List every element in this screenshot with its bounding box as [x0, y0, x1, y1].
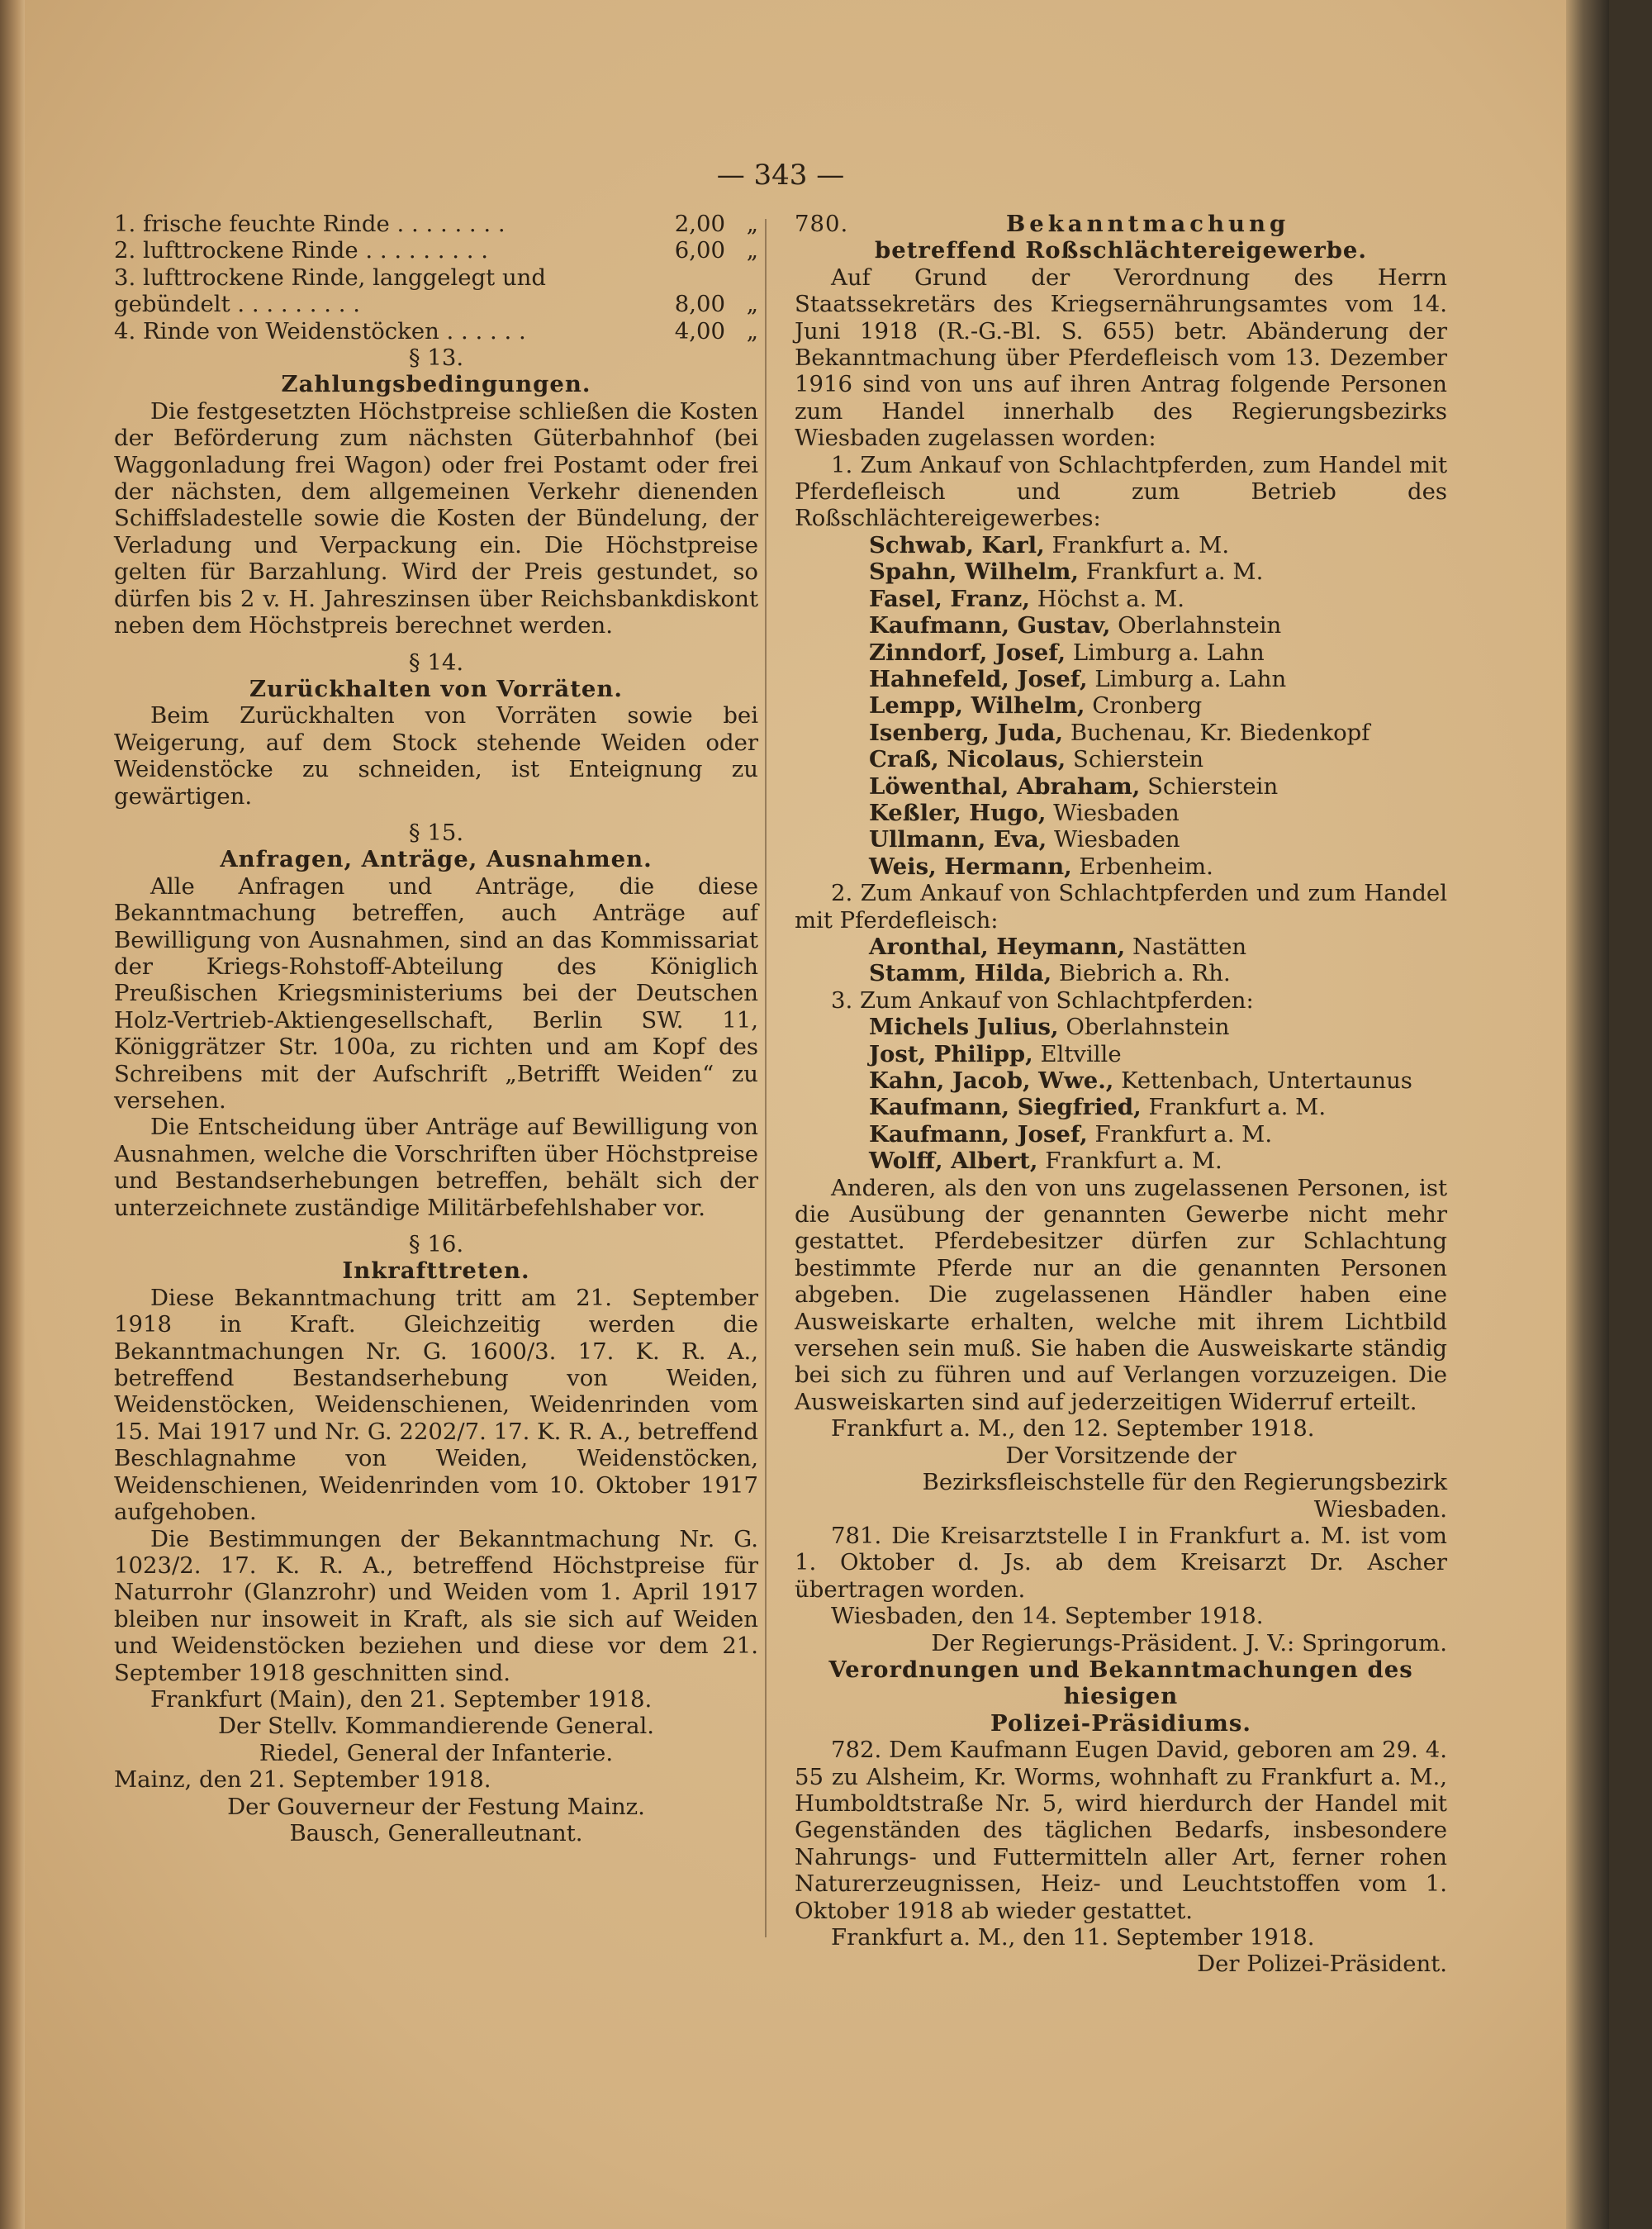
price-unit: „ — [746, 211, 758, 237]
list-item: Kaufmann, Josef, Frankfurt a. M. — [869, 1120, 1273, 1148]
list-heading: 2. Zum Ankauf von Schlachtpferden und zum Handel mit Pferdefleisch: — [795, 880, 1447, 934]
right-column — [795, 211, 1447, 1978]
list-item: Fasel, Franz, Höchst a. M. — [869, 585, 1185, 612]
paragraph: Die festgesetzten Höchstpreise schließen die Kosten der Beförderung zum nächsten Güterbahnhof (bei Waggonladung frei Wagon) oder frei Postamt oder frei der nächsten, dem allgemeinen Verkehr dienenden Schiffsladestelle sowie die Kosten der Bündelung, der Verladung und Verpackung ein. Die Höchstpreise gelten für Barzahlung. Wird der Preis gestundet, so dürfen bis 2 v. H. Jahreszinsen über Reichsbankdiskont neben dem Höchstpreis berechnet werden. — [114, 397, 758, 639]
price-unit: „ — [746, 317, 758, 345]
list-item: Ullmann, Eva, Wiesbaden — [869, 826, 1180, 853]
price-row — [114, 318, 758, 345]
price-table — [114, 211, 758, 345]
list-item: Michels Julius, Oberlahnstein — [869, 1014, 1230, 1041]
signature-name: Bausch, Generalleutnant. — [289, 1819, 583, 1846]
place-date: Frankfurt a. M., den 11. September 1918. — [831, 1924, 1315, 1951]
list-item: Aronthal, Heymann, Nastätten — [869, 933, 1247, 960]
list-item: Keßler, Hugo, Wiesbaden — [869, 799, 1180, 826]
price-label: 1. frische feuchte Rinde . . . . . . . . — [114, 211, 506, 237]
place-date: Frankfurt (Main), den 21. September 1918. — [150, 1685, 653, 1713]
section-title: Anfragen, Anträge, Ausnahmen. — [220, 846, 653, 873]
list-item: Stamm, Hilda, Biebrich a. Rh. — [869, 960, 1231, 987]
list-item: Kahn, Jacob, Wwe., Kettenbach, Untertaunus — [869, 1067, 1412, 1094]
person-list-1 — [869, 532, 1447, 880]
price-value: 2,00 — [674, 211, 725, 237]
signature: Der Regierungs-Präsident. J. V.: Springorum. — [931, 1629, 1447, 1656]
notice-subtitle: betreffend Roßschlächtereigewerbe. — [875, 237, 1367, 264]
section-title: Polizei-Präsidiums. — [990, 1709, 1251, 1737]
price-label: 2. lufttrockene Rinde . . . . . . . . . — [114, 237, 488, 264]
list-item: Jost, Philipp, Eltville — [869, 1040, 1122, 1067]
list-item: Zinndorf, Josef, Limburg a. Lahn — [869, 639, 1265, 666]
signature: Der Polizei-Präsident. — [1197, 1951, 1447, 1978]
section-number: § 16. — [408, 1231, 464, 1258]
column-rule — [765, 219, 767, 1937]
price-row — [114, 264, 758, 318]
section-title: Verordnungen und Bekanntmachungen des hiesigen — [828, 1656, 1413, 1710]
person-list-3 — [869, 1014, 1447, 1174]
paragraph: Diese Bekanntmachung tritt am 21. September 1918 in Kraft. Gleichzeitig werden die Bekanntmachungen Nr. G. 1600/3. 17. K. R. A., betreffend Bestandserhebung von Weiden, Weidenstöcken, Weidenschienen, Weidenrinden vom 15. Mai 1917 und Nr. G. 2202/7. 17. K. R. A., betreffend Beschlagnahme von Weiden, Weidenstöcken, Weidenschienen, Weidenrinden vom 10. Oktober 1917 aufgehoben. — [114, 1284, 758, 1526]
signature-title: Der Stellv. Kommandierende General. — [217, 1713, 655, 1740]
price-row — [114, 237, 758, 264]
section-number: § 15. — [408, 819, 464, 846]
notice-number: 780. — [795, 211, 849, 237]
section-number: § 13. — [408, 345, 464, 372]
list-heading: 3. Zum Ankauf von Schlachtpferden: — [831, 986, 1254, 1014]
list-item: Lempp, Wilhelm, Cronberg — [869, 692, 1203, 720]
list-heading: 1. Zum Ankauf von Schlachtpferden, zum Handel mit Pferdefleisch und zum Betrieb des Roßschlächtereigewerbes: — [795, 451, 1447, 532]
paragraph: Die Entscheidung über Anträge auf Bewilligung von Ausnahmen, welche die Vorschriften über Höchstpreise und Bestandserhebungen betreffen, behält sich der unterzeichnete zuständige Militärbefehlshaber vor. — [114, 1114, 758, 1221]
list-item: Löwenthal, Abraham, Schierstein — [869, 772, 1279, 800]
list-item: Isenberg, Juda, Buchenau, Kr. Biedenkopf — [869, 719, 1370, 746]
signature-title: Der Vorsitzende der — [1005, 1442, 1237, 1469]
price-unit: „ — [746, 237, 758, 264]
price-label: 4. Rinde von Weidenstöcken . . . . . . — [114, 317, 526, 345]
page-number: — 343 — — [716, 159, 845, 192]
paragraph: Anderen, als den von uns zugelassenen Personen, ist die Ausübung der genannten Gewerbe nicht mehr gestattet. Pferdebesitzer dürfen zur Schlachtung bestimmte Pferde nur an die genannten Personen abgeben. Die zugelassenen Händler haben eine Ausweiskarte erhalten, welche mit ihrem Lichtbild versehen sein muß. Sie haben die Ausweiskarte ständig bei sich zu führen und auf Verlangen vorzuzeigen. Die Ausweiskarten sind auf jederzeitigen Widerruf erteilt. — [795, 1174, 1447, 1415]
signature-name: Riedel, General der Infanterie. — [259, 1739, 614, 1766]
list-item: Spahn, Wilhelm, Frankfurt a. M. — [869, 558, 1264, 586]
section-number: § 14. — [408, 649, 464, 676]
price-label: 3. lufttrockene Rinde, langgelegt und gebündelt . . . . . . . . . — [114, 264, 546, 318]
book-edge — [1566, 0, 1609, 2229]
paragraph: 781. Die Kreisarztstelle I in Frankfurt a. M. ist vom 1. Oktober d. Js. ab dem Kreisarzt Dr. Ascher übertragen worden. — [795, 1522, 1447, 1603]
place-date: Mainz, den 21. September 1918. — [114, 1766, 491, 1794]
left-column — [114, 211, 758, 1846]
signature-org: Bezirksfleischstelle für den Regierungsbezirk Wiesbaden. — [922, 1469, 1447, 1523]
list-item: Wolff, Albert, Frankfurt a. M. — [869, 1148, 1222, 1175]
list-item: Weis, Hermann, Erbenheim. — [869, 853, 1213, 880]
place-date: Frankfurt a. M., den 12. September 1918. — [831, 1415, 1315, 1442]
notice-heading — [795, 211, 1447, 237]
price-row — [114, 211, 758, 237]
place-date: Wiesbaden, den 14. September 1918. — [831, 1603, 1264, 1630]
price-unit: „ — [746, 291, 758, 318]
signature-title: Der Gouverneur der Festung Mainz. — [227, 1793, 645, 1820]
page-binding — [0, 0, 25, 2229]
list-item: Hahnefeld, Josef, Limburg a. Lahn — [869, 665, 1287, 692]
section-title: Zurückhalten von Vorräten. — [249, 675, 623, 702]
paragraph: Alle Anfragen und Anträge, die diese Bekanntmachung betreffen, auch Anträge auf Bewilligung von Ausnahmen, sind an das Kommissariat der Kriegs-Rohstoff-Abteilung des Königlich Preußischen Kriegsministeriums bei der Deutschen Holz-Vertrieb-Aktiengesellschaft, Berlin SW. 11, Königgrätzer Str. 100a, zu richten und am Kopf des Schreibens mit der Aufschrift „Betrifft Weiden“ zu versehen. — [114, 872, 758, 1114]
section-title: Inkrafttreten. — [342, 1257, 530, 1285]
paragraph: Auf Grund der Verordnung des Herrn Staatssekretärs des Kriegsernährungsamtes vom 14. Juni 1918 (R.-G.-Bl. S. 655) betr. Abänderung der Bekanntmachung über Pferdefleisch vom 13. Dezember 1916 sind von uns auf ihren Antrag folgende Personen zum Handel innerhalb des Regierungsbezirks Wiesbaden zugelassen worden: — [795, 264, 1447, 452]
person-list-2 — [869, 934, 1447, 987]
section-title: Zahlungsbedingungen. — [281, 371, 591, 398]
price-value: 8,00 — [674, 291, 725, 318]
list-item: Kaufmann, Gustav, Oberlahnstein — [869, 612, 1282, 639]
list-item: Schwab, Karl, Frankfurt a. M. — [869, 531, 1230, 558]
price-value: 6,00 — [674, 237, 725, 264]
notice-title: Bekanntmachung — [1006, 211, 1290, 237]
paragraph: 782. Dem Kaufmann Eugen David, geboren am 29. 4. 55 zu Alsheim, Kr. Worms, wohnhaft zu Frankfurt a. M., Humboldtstraße Nr. 5, wird hierdurch der Handel mit Gegenständen des täglichen Bedarfs, insbesondere Nahrungs- und Futtermitteln aller Art, ferner rohen Naturerzeugnissen, Heiz- und Leuchtstoffen vom 1. Oktober 1918 ab wieder gestattet. — [795, 1737, 1447, 1924]
paragraph: Beim Zurückhalten von Vorräten sowie bei Weigerung, auf dem Stock stehende Weiden oder Weidenstöcke zu schneiden, ist Enteignung zu gewärtigen. — [114, 702, 758, 810]
paragraph: Die Bestimmungen der Bekanntmachung Nr. G. 1023/2. 17. K. R. A., betreffend Höchstpreise für Naturrohr (Glanzrohr) und Weiden vom 1. April 1917 bleiben nur insoweit in Kraft, als sie sich auf Weiden und Weidenstöcken beziehen und diese vor dem 21. September 1918 geschnitten sind. — [114, 1525, 758, 1686]
list-item: Kaufmann, Siegfried, Frankfurt a. M. — [869, 1094, 1327, 1121]
list-item: Craß, Nicolaus, Schierstein — [869, 746, 1204, 773]
price-value: 4,00 — [674, 317, 725, 345]
